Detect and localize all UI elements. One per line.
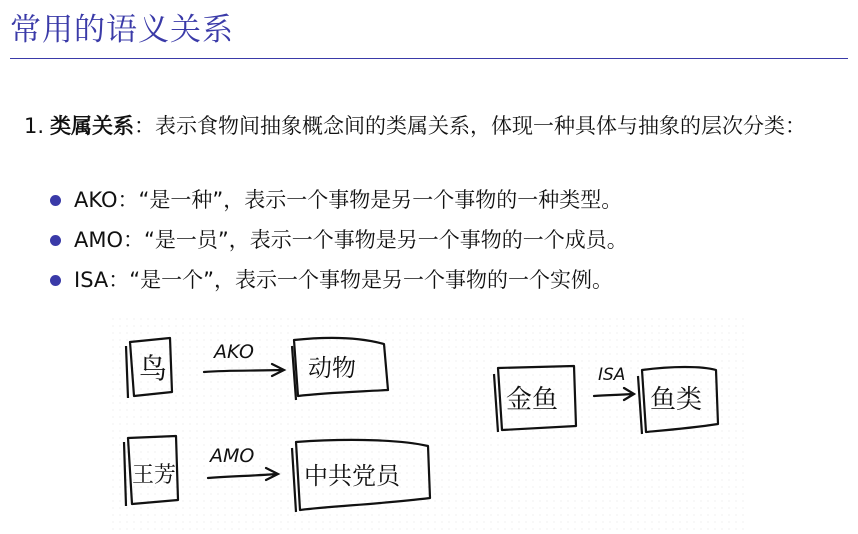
list-item bbox=[48, 260, 628, 300]
node-label-fish: 鱼类 bbox=[650, 385, 703, 415]
relation-list bbox=[48, 180, 628, 300]
node-label-animal: 动物 bbox=[308, 354, 356, 382]
edge-label-ako: AKO bbox=[214, 341, 254, 363]
list-item-text: ISA：“是一个”，表示一个事物是另一个事物的一个实例。 bbox=[74, 268, 614, 292]
list-item-text: AKO：“是一种”，表示一个事物是另一个事物的一种类型。 bbox=[74, 188, 623, 212]
edge-label-amo: AMO bbox=[210, 445, 255, 467]
bullet-icon bbox=[50, 235, 61, 246]
intro-term: 类属关系 bbox=[50, 114, 135, 138]
bullet-icon bbox=[50, 275, 61, 286]
node-label-party-member: 中共党员 bbox=[304, 462, 400, 490]
intro-number: 1. bbox=[24, 114, 45, 138]
node-label-goldfish: 金鱼 bbox=[506, 385, 559, 415]
dot-grid bbox=[112, 318, 746, 532]
handwritten-diagram bbox=[112, 318, 746, 532]
edge-label-isa: ISA bbox=[598, 365, 626, 385]
bullet-icon bbox=[50, 195, 61, 206]
intro-text: ：表示食物间抽象概念间的类属关系，体现一种具体与抽象的层次分类： bbox=[134, 114, 807, 138]
slide-title: 常用的语义关系 bbox=[10, 12, 234, 48]
list-item bbox=[48, 180, 628, 220]
node-label-bird: 鸟 bbox=[139, 352, 168, 385]
title-divider bbox=[10, 58, 848, 59]
list-item bbox=[48, 220, 628, 260]
node-label-wangfang: 王芳 bbox=[132, 463, 177, 488]
intro-paragraph bbox=[24, 110, 836, 143]
list-item-text: AMO：“是一员”，表示一个事物是另一个事物的一个成员。 bbox=[74, 228, 628, 252]
